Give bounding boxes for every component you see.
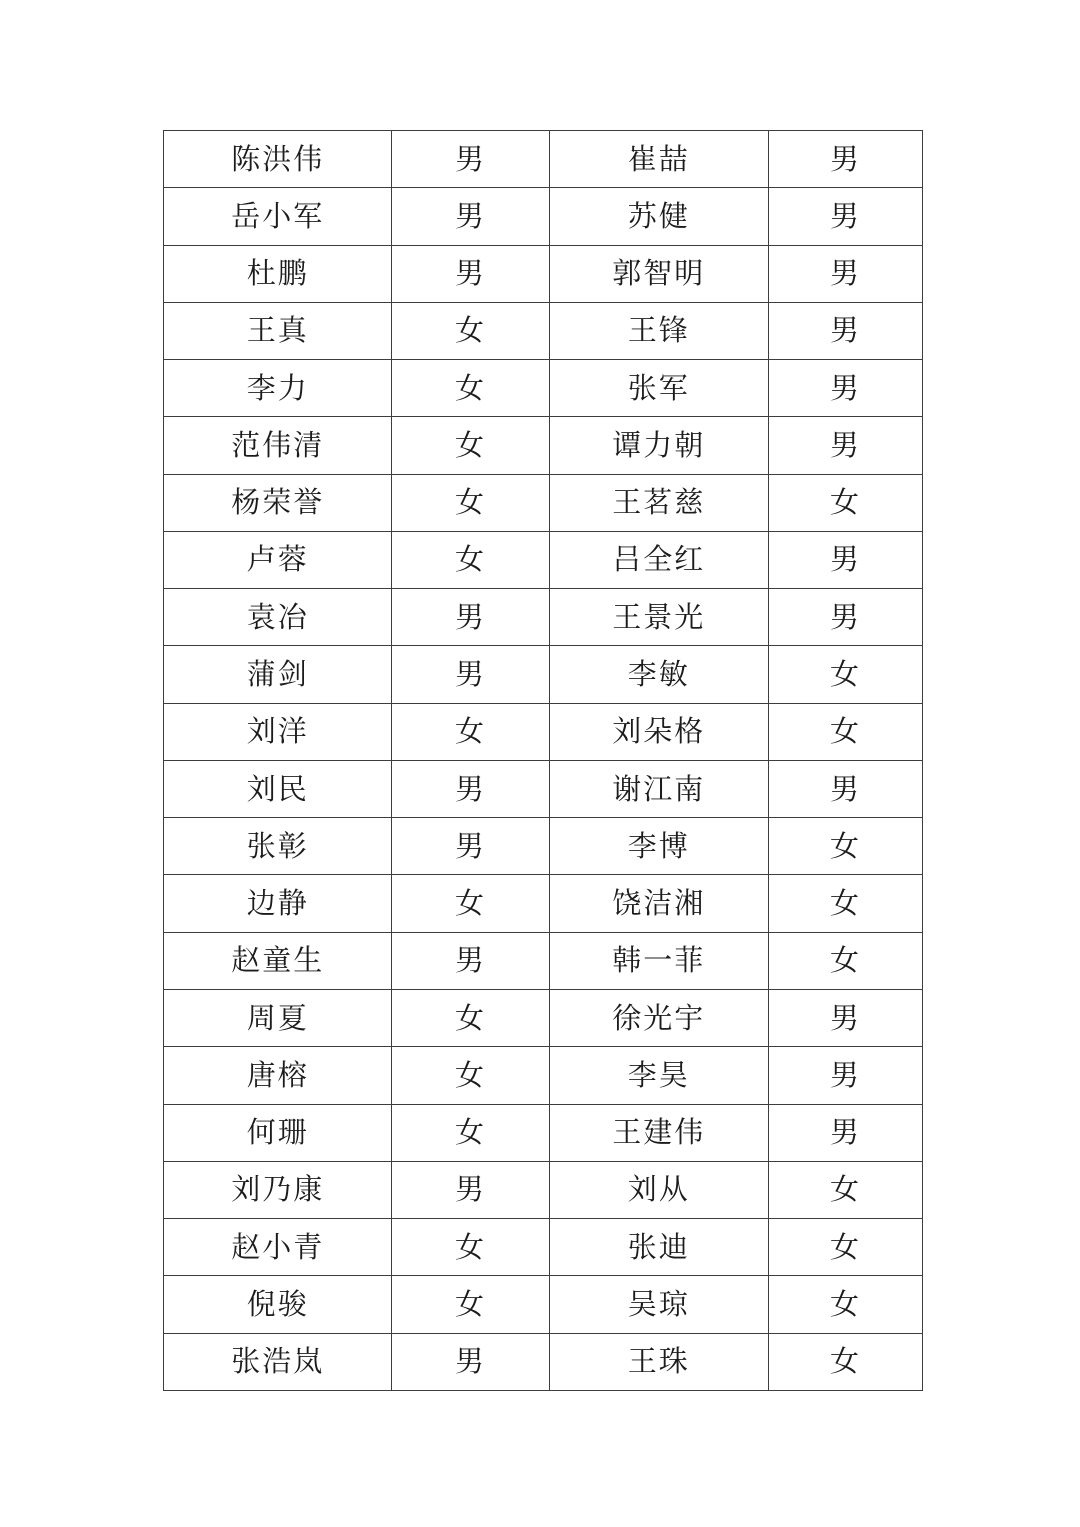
gender-cell: 男 [768,302,922,359]
name-cell: 刘民 [164,760,392,817]
name-cell: 吴琼 [549,1276,768,1333]
gender-cell: 男 [392,1161,549,1218]
name-cell: 刘从 [549,1161,768,1218]
gender-cell: 男 [392,760,549,817]
name-cell: 唐榕 [164,1047,392,1104]
table-row [164,1104,923,1161]
gender-cell: 男 [392,646,549,703]
gender-cell: 女 [768,932,922,989]
gender-cell: 女 [392,703,549,760]
name-cell: 郭智明 [549,245,768,302]
gender-cell: 女 [392,531,549,588]
gender-cell: 女 [768,703,922,760]
gender-cell: 男 [768,1104,922,1161]
table-row [164,531,923,588]
gender-cell: 男 [392,1333,549,1390]
gender-cell: 男 [768,131,922,188]
name-cell: 李力 [164,360,392,417]
name-cell: 倪骏 [164,1276,392,1333]
name-cell: 吕全红 [549,531,768,588]
gender-cell: 女 [768,818,922,875]
name-cell: 蒲剑 [164,646,392,703]
table-row [164,932,923,989]
name-cell: 李敏 [549,646,768,703]
gender-cell: 男 [768,531,922,588]
name-cell: 袁冶 [164,589,392,646]
name-cell: 王建伟 [549,1104,768,1161]
gender-cell: 女 [768,1161,922,1218]
table-row [164,989,923,1046]
gender-cell: 女 [768,1219,922,1276]
gender-cell: 男 [768,989,922,1046]
name-cell: 杜鹏 [164,245,392,302]
table-row [164,1219,923,1276]
gender-cell: 男 [392,245,549,302]
gender-cell: 男 [768,360,922,417]
name-cell: 崔喆 [549,131,768,188]
gender-cell: 女 [392,1104,549,1161]
table-row [164,875,923,932]
name-cell: 张迪 [549,1219,768,1276]
name-cell: 陈洪伟 [164,131,392,188]
name-cell: 赵小青 [164,1219,392,1276]
gender-cell: 女 [392,1047,549,1104]
table-row [164,417,923,474]
gender-cell: 女 [392,417,549,474]
gender-cell: 男 [392,589,549,646]
gender-cell: 女 [392,989,549,1046]
name-cell: 何珊 [164,1104,392,1161]
gender-cell: 女 [768,1276,922,1333]
gender-cell: 男 [768,188,922,245]
name-cell: 王真 [164,302,392,359]
table-row [164,589,923,646]
gender-cell: 男 [768,417,922,474]
name-cell: 谢江南 [549,760,768,817]
name-cell: 张军 [549,360,768,417]
name-cell: 张浩岚 [164,1333,392,1390]
name-cell: 王茗慈 [549,474,768,531]
table-row [164,474,923,531]
name-cell: 赵童生 [164,932,392,989]
table-row [164,818,923,875]
table-row [164,760,923,817]
name-cell: 张彰 [164,818,392,875]
gender-cell: 男 [392,188,549,245]
name-cell: 岳小军 [164,188,392,245]
name-cell: 卢蓉 [164,531,392,588]
name-cell: 范伟清 [164,417,392,474]
gender-cell: 女 [768,474,922,531]
gender-cell: 女 [768,1333,922,1390]
gender-cell: 男 [392,131,549,188]
table-row [164,1161,923,1218]
table-row [164,131,923,188]
gender-cell: 女 [392,1276,549,1333]
name-cell: 韩一菲 [549,932,768,989]
name-cell: 边静 [164,875,392,932]
name-cell: 李博 [549,818,768,875]
gender-cell: 女 [392,1219,549,1276]
name-cell: 王锋 [549,302,768,359]
name-cell: 苏健 [549,188,768,245]
gender-cell: 男 [392,818,549,875]
name-cell: 杨荣誉 [164,474,392,531]
gender-cell: 男 [392,932,549,989]
gender-cell: 男 [768,1047,922,1104]
name-cell: 王珠 [549,1333,768,1390]
table-row [164,1333,923,1390]
table-row [164,302,923,359]
table-row [164,188,923,245]
gender-cell: 男 [768,760,922,817]
gender-cell: 女 [392,302,549,359]
gender-cell: 女 [392,474,549,531]
gender-cell: 女 [768,875,922,932]
name-cell: 刘乃康 [164,1161,392,1218]
table-row [164,1276,923,1333]
roster-table-container [163,130,923,1391]
name-cell: 王景光 [549,589,768,646]
name-cell: 饶洁湘 [549,875,768,932]
table-row [164,703,923,760]
name-cell: 刘洋 [164,703,392,760]
gender-cell: 男 [768,589,922,646]
table-row [164,245,923,302]
name-cell: 李昊 [549,1047,768,1104]
name-cell: 谭力朝 [549,417,768,474]
table-row [164,1047,923,1104]
name-cell: 周夏 [164,989,392,1046]
name-cell: 刘朵格 [549,703,768,760]
roster-table [163,130,923,1391]
gender-cell: 女 [392,360,549,417]
roster-body [164,131,923,1391]
table-row [164,360,923,417]
name-cell: 徐光宇 [549,989,768,1046]
gender-cell: 男 [768,245,922,302]
table-row [164,646,923,703]
gender-cell: 女 [768,646,922,703]
gender-cell: 女 [392,875,549,932]
